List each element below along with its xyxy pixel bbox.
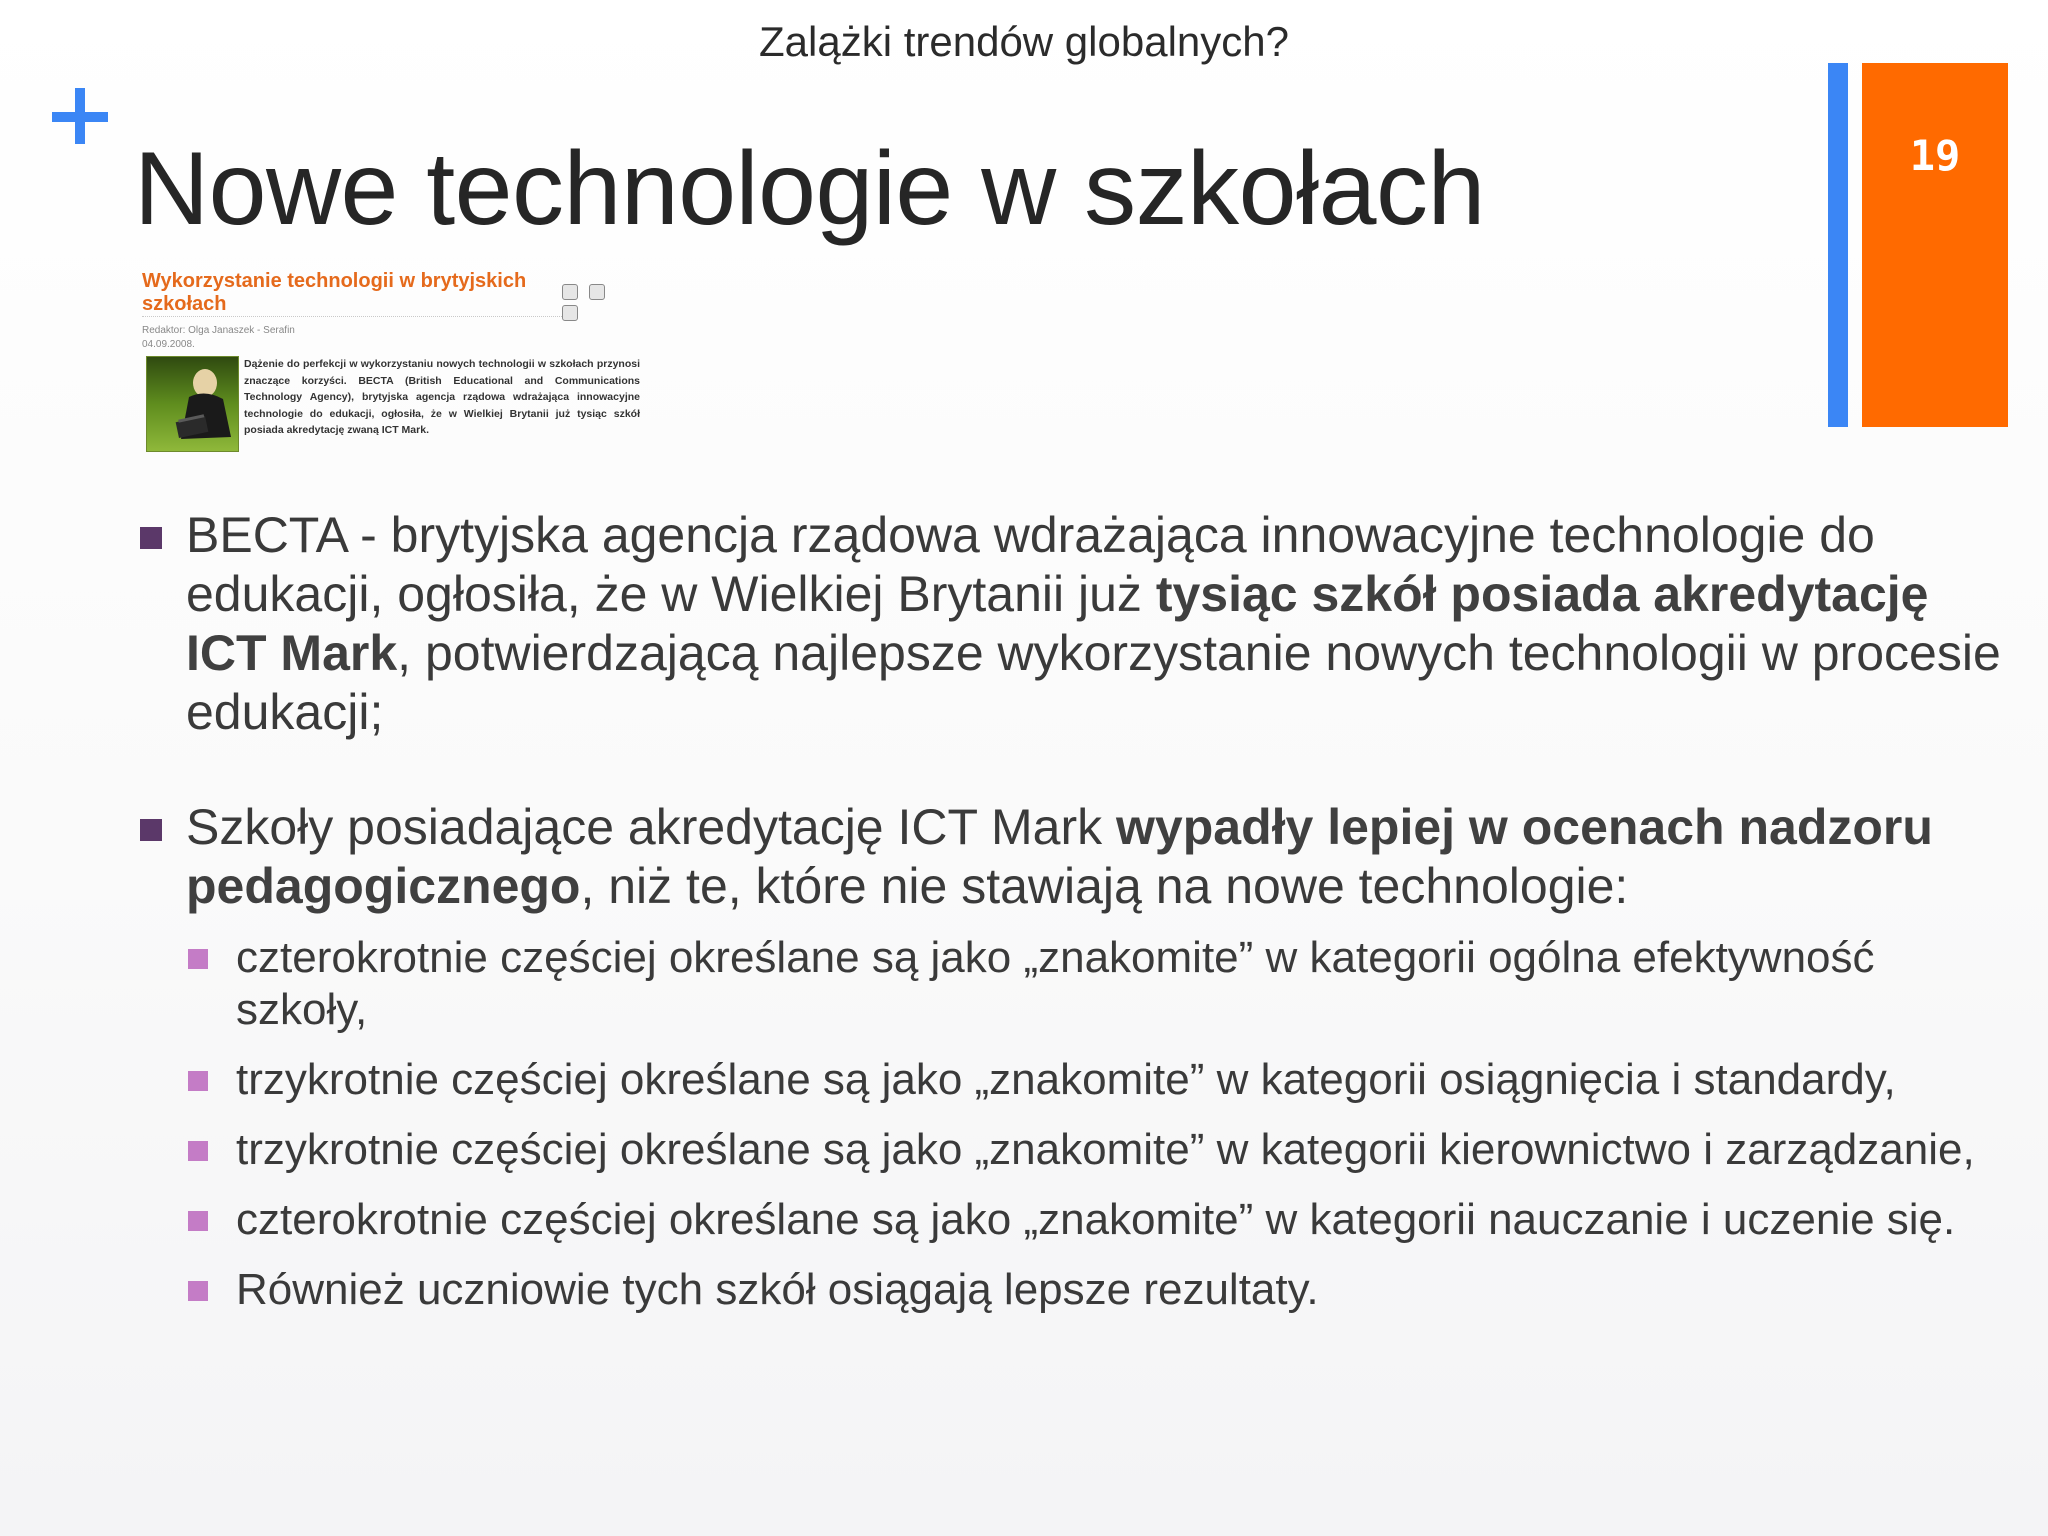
print-icon xyxy=(589,284,605,300)
article-screenshot xyxy=(138,262,638,462)
bullet-marker xyxy=(140,527,162,549)
slide-subtitle: Zalążki trendów globalnych? xyxy=(759,18,1289,65)
article-date: 04.09.2008. xyxy=(142,339,195,350)
bullet-text: BECTA - brytyjska agencja rządowa wdrażająca innowacyjne technologie do edukacji, ogłosiła, że w Wielkiej Brytanii już tysiąc szkół posiada akredytację ICT Mark, potwierdzającą najlepsze wykorzystanie nowych technologii w procesie edukacji; xyxy=(186,507,2001,740)
bullet-item xyxy=(136,506,2006,742)
sub-bullet-marker xyxy=(188,949,208,969)
sub-bullet-marker xyxy=(188,1281,208,1301)
plus-icon xyxy=(52,88,112,148)
sub-bullet-text: trzykrotnie częściej określane są jako „znakomite” w kategorii osiągnięcia i standardy, xyxy=(236,1055,1896,1104)
sub-bullet-text: czterokrotnie częściej określane są jako „znakomite” w kategorii ogólna efektywność szkoły, xyxy=(236,933,1875,1034)
article-tools xyxy=(562,284,638,326)
article-editor: Redaktor: Olga Janaszek - Serafin xyxy=(142,325,295,336)
blue-accent-bar xyxy=(1828,63,1848,427)
email-icon xyxy=(562,305,578,321)
sub-bullet-marker xyxy=(188,1141,208,1161)
sub-bullet-item xyxy=(186,932,2006,1036)
sub-bullet-item xyxy=(186,1264,2006,1316)
sub-bullet-list xyxy=(186,932,2006,1316)
article-title: Wykorzystanie technologii w brytyjskich szkołach xyxy=(142,270,527,315)
sub-bullet-text: trzykrotnie częściej określane są jako „znakomite” w kategorii kierownictwo i zarządzanie, xyxy=(236,1125,1975,1174)
slide-title: Nowe technologie w szkołach xyxy=(134,131,1485,247)
bullet-text: Szkoły posiadające akredytację ICT Mark wypadły lepiej w ocenach nadzoru pedagogicznego, niż te, które nie stawiają na nowe technologie: xyxy=(186,799,1933,914)
student-laptop-photo xyxy=(147,357,238,451)
bullet-item xyxy=(136,798,2006,1316)
sub-bullet-text: Również uczniowie tych szkół osiągają lepsze rezultaty. xyxy=(236,1265,1319,1314)
sub-bullet-text: czterokrotnie częściej określane są jako „znakomite” w kategorii nauczanie i uczenie się. xyxy=(236,1195,1956,1244)
bullet-marker xyxy=(140,819,162,841)
sub-bullet-item xyxy=(186,1054,2006,1106)
article-divider xyxy=(142,316,562,317)
orange-accent-bar xyxy=(1862,63,2008,427)
slide-number: 19 xyxy=(1909,131,1961,180)
bullet-list xyxy=(136,506,2006,1316)
sub-bullet-item xyxy=(186,1124,2006,1176)
article-body: Dążenie do perfekcji w wykorzystaniu nowych technologii w szkołach przynosi znaczące korzyści. BECTA (British Educational and Communications Technology Agency), brytyjska agencja rządowa wdrażająca innowacyjne technologie do edukacji, ogłosiła, że w Wielkiej Brytanii już tysiąc szkół posiada akredytację zwaną ICT Mark. xyxy=(244,358,640,436)
sub-bullet-item xyxy=(186,1194,2006,1246)
article-meta xyxy=(142,324,295,352)
sub-bullet-marker xyxy=(188,1211,208,1231)
sub-bullet-marker xyxy=(188,1071,208,1091)
pdf-icon xyxy=(562,284,578,300)
article-photo xyxy=(146,356,239,452)
